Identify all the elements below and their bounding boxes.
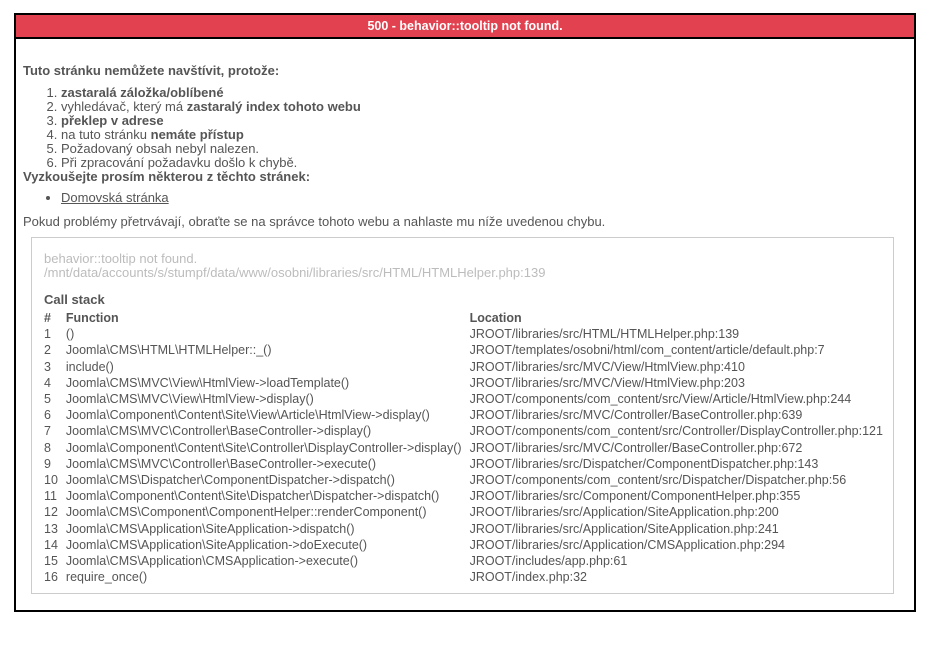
callstack-row-number: 4 (44, 375, 51, 390)
callstack-row (44, 504, 891, 520)
error-page-content (16, 63, 914, 610)
error-file-path: /mnt/data/accounts/s/stumpf/data/www/osobni/libraries/src/HTML/HTMLHelper.php:139 (44, 265, 546, 280)
callstack-row-number: 3 (44, 359, 51, 374)
reason-item (61, 142, 907, 156)
callstack-row-number: 13 (44, 521, 58, 536)
callstack-row-location: JROOT/components/com_content/src/View/Article/HtmlView.php:244 (469, 392, 852, 407)
callstack-row-location: JROOT/index.php:32 (469, 570, 587, 585)
callstack-table (44, 310, 891, 585)
callstack-row-function: Joomla\CMS\MVC\Controller\BaseController->execute() (65, 456, 377, 471)
callstack-row-function: Joomla\CMS\Dispatcher\ComponentDispatcher->dispatch() (65, 473, 395, 488)
callstack-row-function: Joomla\CMS\Application\SiteApplication->doExecute() (65, 537, 368, 552)
callstack-row-function: Joomla\Component\Content\Site\Controller\DisplayController->display() (65, 440, 462, 455)
error-details-box (31, 237, 894, 594)
suggest-links-list (23, 191, 907, 205)
callstack-row-location: JROOT/components/com_content/src/Controller/DisplayController.php:121 (469, 424, 883, 439)
callstack-row-number: 11 (44, 489, 57, 504)
reason-text: Při zpracování požadavku došlo k chybě. (61, 155, 298, 170)
callstack-row (44, 488, 891, 504)
reason-text: vyhledávač, který má (61, 99, 187, 114)
callstack-row-number: 15 (44, 554, 58, 569)
callstack-row-function: Joomla\CMS\Application\CMSApplication->execute() (65, 554, 359, 569)
callstack-row-number: 12 (44, 505, 58, 520)
reason-item (61, 156, 907, 170)
callstack-col-location: Location (469, 311, 522, 325)
callstack-row (44, 375, 891, 391)
callstack-row-location: JROOT/libraries/src/Component/ComponentHelper.php:355 (469, 489, 801, 504)
callstack-row-function: Joomla\Component\Content\Site\View\Article\HtmlView->display() (65, 408, 430, 423)
reason-text-bold: nemáte přístup (150, 127, 244, 142)
callstack-row-number: 8 (44, 440, 51, 455)
callstack-row (44, 326, 891, 342)
reason-text: Požadovaný obsah nebyl nalezen. (61, 141, 260, 156)
callstack-row-location: JROOT/libraries/src/Application/SiteApplication.php:200 (469, 505, 779, 520)
intro-heading: Tuto stránku nemůžete navštívit, protože: (23, 63, 280, 78)
suggest-heading: Vyzkoušejte prosím některou z těchto stránek: (23, 169, 311, 184)
reasons-list (23, 86, 907, 170)
reason-item (61, 128, 907, 142)
callstack-row-number: 14 (44, 537, 58, 552)
callstack-row (44, 342, 891, 358)
error-title: 500 - behavior::tooltip not found. (367, 19, 563, 33)
error-header-bar (16, 15, 914, 39)
callstack-row-number: 10 (44, 473, 58, 488)
callstack-row (44, 456, 891, 472)
reason-text-bold: zastaralý index tohoto webu (186, 99, 361, 114)
callstack-row (44, 553, 891, 569)
reason-item (61, 114, 907, 128)
callstack-body (44, 326, 891, 585)
reason-text: na tuto stránku (61, 127, 151, 142)
callstack-col-number: # (44, 311, 51, 325)
callstack-row-location: JROOT/includes/app.php:61 (469, 554, 628, 569)
callstack-row (44, 423, 891, 439)
callstack-row-function: Joomla\Component\Content\Site\Dispatcher\Dispatcher->dispatch() (65, 489, 440, 504)
callstack-row-number: 5 (44, 392, 51, 407)
callstack-row-number: 2 (44, 343, 51, 358)
contact-note: Pokud problémy přetrvávají, obraťte se na správce tohoto webu a nahlaste mu níže uvedenou chybu. (23, 214, 606, 229)
callstack-row (44, 521, 891, 537)
callstack-row (44, 537, 891, 553)
callstack-row-location: JROOT/libraries/src/MVC/Controller/BaseController.php:672 (469, 440, 803, 455)
list-item (61, 191, 907, 205)
callstack-row-function: Joomla\CMS\MVC\Controller\BaseController->display() (65, 424, 372, 439)
callstack-row (44, 440, 891, 456)
reason-item (61, 86, 907, 100)
callstack-row-number: 1 (44, 327, 51, 342)
callstack-row-location: JROOT/libraries/src/MVC/View/HtmlView.php:203 (469, 375, 745, 390)
callstack-row-location: JROOT/templates/osobni/html/com_content/article/default.php:7 (469, 343, 825, 358)
callstack-row-function: Joomla\CMS\Component\ComponentHelper::renderComponent() (65, 505, 427, 520)
callstack-row-location: JROOT/libraries/src/MVC/Controller/BaseController.php:639 (469, 408, 803, 423)
callstack-row-function: Joomla\CMS\MVC\View\HtmlView->loadTemplate() (65, 375, 350, 390)
callstack-row-location: JROOT/libraries/src/MVC/View/HtmlView.php:410 (469, 359, 745, 374)
callstack-row-number: 9 (44, 456, 51, 471)
callstack-row-function: Joomla\CMS\MVC\View\HtmlView->display() (65, 392, 314, 407)
reason-text-bold: zastaralá záložka/oblíbené (61, 85, 224, 100)
error-message: behavior::tooltip not found. (44, 251, 198, 266)
callstack-row-number: 7 (44, 424, 51, 439)
callstack-row (44, 359, 891, 375)
error-page-frame (14, 13, 916, 612)
callstack-row (44, 407, 891, 423)
callstack-row-function: require_once() (65, 570, 148, 585)
callstack-row-location: JROOT/libraries/src/Dispatcher/ComponentDispatcher.php:143 (469, 456, 819, 471)
callstack-row-location: JROOT/libraries/src/Application/CMSApplication.php:294 (469, 537, 785, 552)
callstack-col-function: Function (65, 311, 119, 325)
callstack-row-function: () (65, 327, 75, 342)
home-page-link[interactable]: Domovská stránka (61, 190, 169, 205)
callstack-row-function: Joomla\CMS\HTML\HTMLHelper::_() (65, 343, 272, 358)
callstack-row-location: JROOT/libraries/src/Application/SiteApplication.php:241 (469, 521, 779, 536)
callstack-row-location: JROOT/libraries/src/HTML/HTMLHelper.php:139 (469, 327, 740, 342)
callstack-row-location: JROOT/components/com_content/src/Dispatcher/Dispatcher.php:56 (469, 473, 847, 488)
callstack-row (44, 569, 891, 585)
callstack-heading: Call stack (44, 292, 105, 307)
callstack-row-function: Joomla\CMS\Application\SiteApplication->dispatch() (65, 521, 355, 536)
callstack-row (44, 472, 891, 488)
callstack-row-number: 16 (44, 570, 58, 585)
callstack-row (44, 391, 891, 407)
callstack-row-function: include() (65, 359, 114, 374)
reason-item (61, 100, 907, 114)
reason-text-bold: překlep v adrese (61, 113, 164, 128)
callstack-row-number: 6 (44, 408, 51, 423)
callstack-header-row (44, 310, 891, 326)
